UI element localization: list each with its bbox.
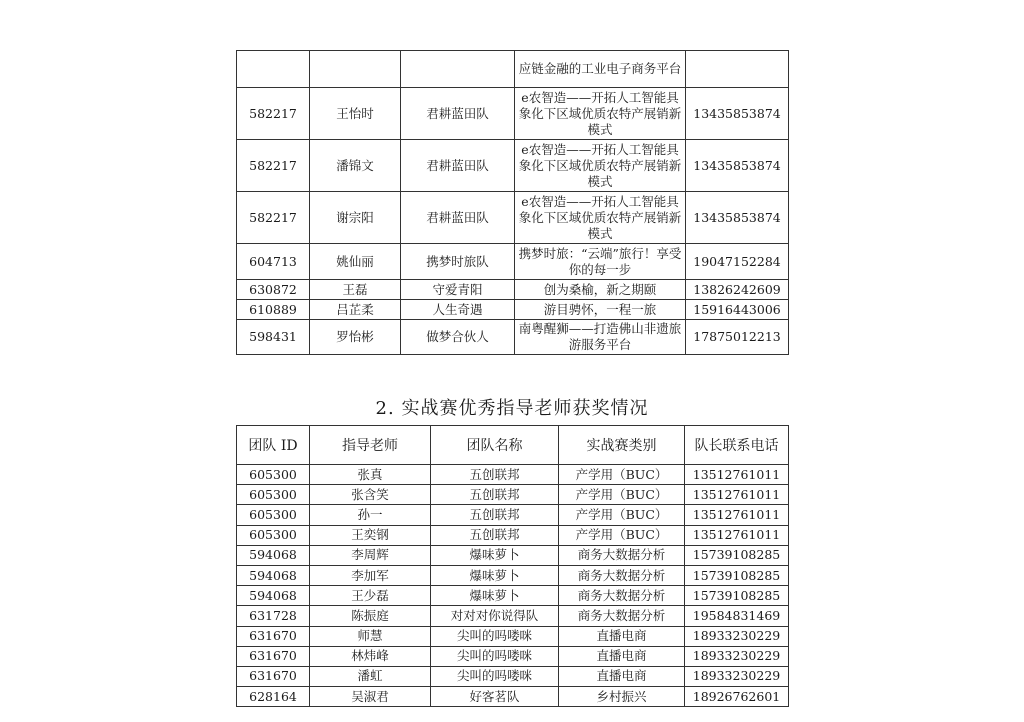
team-id-cell: 630872 xyxy=(237,280,310,300)
team-id-cell: 631670 xyxy=(237,646,310,666)
category-cell: 乡村振兴 xyxy=(559,687,685,707)
advisor-name-cell: 孙一 xyxy=(310,505,431,525)
team-name-cell: 君耕蓝田队 xyxy=(401,88,515,140)
phone-cell: 19047152284 xyxy=(686,244,789,280)
team-name-cell: 五创联邦 xyxy=(431,505,559,525)
table-row xyxy=(237,51,789,88)
team-name-cell: 人生奇遇 xyxy=(401,300,515,320)
advisor-name-cell: 张含笑 xyxy=(310,485,431,505)
project-name-cell: 创为桑榆，新之期颐 xyxy=(515,280,686,300)
team-name-cell: 君耕蓝田队 xyxy=(401,192,515,244)
team-name-cell: 五创联邦 xyxy=(431,485,559,505)
column-header-advisor: 指导老师 xyxy=(310,426,431,465)
advisor-name-cell: 王少磊 xyxy=(310,586,431,606)
award-table-continued xyxy=(236,50,789,355)
team-id-cell: 605300 xyxy=(237,505,310,525)
team-id-cell: 610889 xyxy=(237,300,310,320)
category-cell: 产学用（BUC） xyxy=(559,465,685,485)
team-id-cell: 582217 xyxy=(237,192,310,244)
table-row xyxy=(237,626,789,646)
table-row xyxy=(237,485,789,505)
advisor-table-body xyxy=(237,465,789,707)
advisor-name-cell: 李周辉 xyxy=(310,545,431,565)
category-cell: 商务大数据分析 xyxy=(559,586,685,606)
category-cell: 商务大数据分析 xyxy=(559,606,685,626)
team-id-cell: 605300 xyxy=(237,525,310,545)
advisor-name-cell: 王奕钢 xyxy=(310,525,431,545)
phone-cell: 13512761011 xyxy=(685,485,789,505)
column-header-team-id: 团队 ID xyxy=(237,426,310,465)
project-name-cell: 应链金融的工业电子商务平台 xyxy=(515,51,686,88)
team-id-cell: 605300 xyxy=(237,485,310,505)
phone-cell: 13435853874 xyxy=(686,88,789,140)
table-row xyxy=(237,586,789,606)
student-name-cell: 王怡时 xyxy=(310,88,401,140)
team-name-cell: 爆味萝卜 xyxy=(431,565,559,585)
advisor-name-cell: 陈振庭 xyxy=(310,606,431,626)
student-name-cell: 潘锦文 xyxy=(310,140,401,192)
team-id-cell: 605300 xyxy=(237,465,310,485)
team-id-cell: 631728 xyxy=(237,606,310,626)
team-id-cell: 582217 xyxy=(237,140,310,192)
advisor-name-cell: 师慧 xyxy=(310,626,431,646)
table-row xyxy=(237,300,789,320)
phone-cell: 13512761011 xyxy=(685,505,789,525)
phone-cell xyxy=(686,51,789,88)
table-row xyxy=(237,646,789,666)
student-name-cell xyxy=(310,51,401,88)
project-name-cell: e农智造——开拓人工智能具象化下区域优质农特产展销新模式 xyxy=(515,88,686,140)
category-cell: 直播电商 xyxy=(559,666,685,686)
advisor-award-table xyxy=(236,425,789,707)
team-id-cell: 604713 xyxy=(237,244,310,280)
project-name-cell: 南粤醒狮——打造佛山非遗旅游服务平台 xyxy=(515,320,686,355)
advisor-name-cell: 潘虹 xyxy=(310,666,431,686)
team-name-cell: 爆味萝卜 xyxy=(431,545,559,565)
team-name-cell: 守爱青阳 xyxy=(401,280,515,300)
student-name-cell: 王磊 xyxy=(310,280,401,300)
phone-cell: 15916443006 xyxy=(686,300,789,320)
phone-cell: 19584831469 xyxy=(685,606,789,626)
team-id-cell: 598431 xyxy=(237,320,310,355)
team-name-cell: 做梦合伙人 xyxy=(401,320,515,355)
phone-cell: 13512761011 xyxy=(685,525,789,545)
phone-cell: 18926762601 xyxy=(685,687,789,707)
team-id-cell: 594068 xyxy=(237,545,310,565)
category-cell: 商务大数据分析 xyxy=(559,565,685,585)
table-row xyxy=(237,525,789,545)
category-cell: 直播电商 xyxy=(559,646,685,666)
team-id-cell xyxy=(237,51,310,88)
phone-cell: 13512761011 xyxy=(685,465,789,485)
phone-cell: 13826242609 xyxy=(686,280,789,300)
category-cell: 产学用（BUC） xyxy=(559,505,685,525)
table-row xyxy=(237,505,789,525)
advisor-name-cell: 张真 xyxy=(310,465,431,485)
advisor-name-cell: 林炜峰 xyxy=(310,646,431,666)
student-name-cell: 罗怡彬 xyxy=(310,320,401,355)
team-name-cell: 五创联邦 xyxy=(431,525,559,545)
team-name-cell: 尖叫的吗喽咪 xyxy=(431,646,559,666)
category-cell: 产学用（BUC） xyxy=(559,525,685,545)
advisor-name-cell: 李加军 xyxy=(310,565,431,585)
table-row xyxy=(237,88,789,140)
team-name-cell: 尖叫的吗喽咪 xyxy=(431,666,559,686)
section-heading: 2. 实战赛优秀指导老师获奖情况 xyxy=(375,398,649,419)
table-row xyxy=(237,244,789,280)
team-name-cell: 好客茗队 xyxy=(431,687,559,707)
team-id-cell: 628164 xyxy=(237,687,310,707)
team-name-cell: 对对对你说得队 xyxy=(431,606,559,626)
category-cell: 直播电商 xyxy=(559,626,685,646)
project-name-cell: 游目骋怀，一程一旅 xyxy=(515,300,686,320)
team-id-cell: 582217 xyxy=(237,88,310,140)
table-row xyxy=(237,606,789,626)
column-header-team-name: 团队名称 xyxy=(431,426,559,465)
table-row xyxy=(237,666,789,686)
project-name-cell: e农智造——开拓人工智能具象化下区域优质农特产展销新模式 xyxy=(515,192,686,244)
phone-cell: 15739108285 xyxy=(685,565,789,585)
phone-cell: 18933230229 xyxy=(685,646,789,666)
project-name-cell: e农智造——开拓人工智能具象化下区域优质农特产展销新模式 xyxy=(515,140,686,192)
table-row xyxy=(237,280,789,300)
phone-cell: 17875012213 xyxy=(686,320,789,355)
table-row xyxy=(237,465,789,485)
table-row xyxy=(237,192,789,244)
team-name-cell: 爆味萝卜 xyxy=(431,586,559,606)
table-header-row xyxy=(237,426,789,465)
phone-cell: 18933230229 xyxy=(685,626,789,646)
column-header-captain-phone: 队长联系电话 xyxy=(685,426,789,465)
category-cell: 商务大数据分析 xyxy=(559,545,685,565)
team-id-cell: 594068 xyxy=(237,565,310,585)
project-name-cell: 携梦时旅：“云端”旅行！享受你的每一步 xyxy=(515,244,686,280)
column-header-category: 实战赛类别 xyxy=(559,426,685,465)
table-row xyxy=(237,687,789,707)
table-row xyxy=(237,545,789,565)
student-name-cell: 吕芷柔 xyxy=(310,300,401,320)
phone-cell: 15739108285 xyxy=(685,545,789,565)
team-id-cell: 594068 xyxy=(237,586,310,606)
team-name-cell: 尖叫的吗喽咪 xyxy=(431,626,559,646)
student-name-cell: 姚仙丽 xyxy=(310,244,401,280)
team-name-cell: 携梦时旅队 xyxy=(401,244,515,280)
table-row xyxy=(237,320,789,355)
phone-cell: 15739108285 xyxy=(685,586,789,606)
table-row xyxy=(237,565,789,585)
table-row xyxy=(237,140,789,192)
team-id-cell: 631670 xyxy=(237,626,310,646)
team-name-cell: 君耕蓝田队 xyxy=(401,140,515,192)
phone-cell: 13435853874 xyxy=(686,140,789,192)
phone-cell: 18933230229 xyxy=(685,666,789,686)
advisor-name-cell: 吴淑君 xyxy=(310,687,431,707)
team-id-cell: 631670 xyxy=(237,666,310,686)
award-table-body xyxy=(237,51,789,355)
category-cell: 产学用（BUC） xyxy=(559,485,685,505)
team-name-cell: 五创联邦 xyxy=(431,465,559,485)
team-name-cell xyxy=(401,51,515,88)
student-name-cell: 谢宗阳 xyxy=(310,192,401,244)
phone-cell: 13435853874 xyxy=(686,192,789,244)
